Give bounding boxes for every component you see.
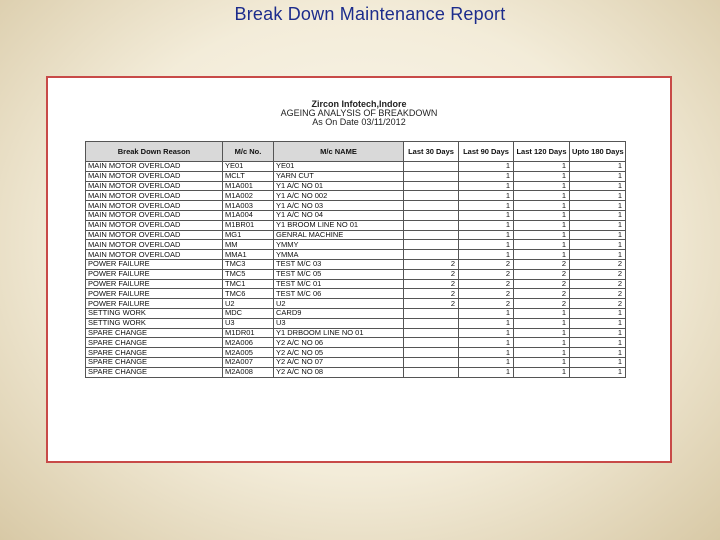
table-cell: 1 [570,201,626,211]
table-cell: 1 [459,357,514,367]
table-cell: 2 [514,289,570,299]
table-cell: 1 [570,181,626,191]
table-cell: 1 [570,240,626,250]
table-cell: 1 [570,220,626,230]
table-cell: M1BR01 [223,220,274,230]
table-cell [404,308,459,318]
table-cell: 2 [514,259,570,269]
table-cell: 2 [570,269,626,279]
table-cell: 1 [570,210,626,220]
table-cell: 1 [570,250,626,260]
table-cell: 2 [404,279,459,289]
table-cell: MMA1 [223,250,274,260]
table-cell: MAIN MOTOR OVERLOAD [86,191,223,201]
table-cell: POWER FAILURE [86,259,223,269]
table-cell: 1 [570,367,626,377]
table-cell: U2 [274,299,404,309]
table-cell: 1 [459,181,514,191]
table-row [86,210,626,220]
table-cell: SPARE CHANGE [86,338,223,348]
table-row [86,299,626,309]
table-cell: M1A002 [223,191,274,201]
table-cell: 1 [459,308,514,318]
table-cell: 1 [514,191,570,201]
table-cell: 1 [570,308,626,318]
company-name: Zircon Infotech,Indore [311,99,407,109]
table-cell: 1 [459,210,514,220]
table-cell: 1 [459,240,514,250]
table-cell [404,181,459,191]
table-cell [404,357,459,367]
table-cell [404,348,459,358]
table-cell: 1 [570,162,626,172]
table-cell: Y2 A/C NO 07 [274,357,404,367]
table-cell: 1 [459,250,514,260]
table-cell: 2 [570,259,626,269]
table-cell [404,201,459,211]
table-cell: Y2 A/C NO 06 [274,338,404,348]
column-header: Last 120 Days [514,142,570,162]
table-cell: 1 [570,328,626,338]
table-cell: M2A008 [223,367,274,377]
report-header [48,100,670,127]
table-cell: 1 [514,230,570,240]
table-cell: TMC1 [223,279,274,289]
table-row [86,269,626,279]
table-row [86,279,626,289]
table-cell: 2 [459,289,514,299]
table-cell: 2 [459,269,514,279]
table-row [86,220,626,230]
table-cell: MAIN MOTOR OVERLOAD [86,181,223,191]
table-cell: 1 [459,201,514,211]
table-cell: 2 [570,279,626,289]
table-cell: YMMA [274,250,404,260]
table-cell: YMMY [274,240,404,250]
table-row [86,318,626,328]
table-cell: 1 [514,181,570,191]
table-cell: POWER FAILURE [86,269,223,279]
table-cell: CARD9 [274,308,404,318]
table-cell [404,230,459,240]
table-row [86,348,626,358]
table-row [86,250,626,260]
table-row [86,357,626,367]
table-cell: SETTING WORK [86,308,223,318]
table-row [86,201,626,211]
table-cell: MAIN MOTOR OVERLOAD [86,210,223,220]
table-cell: 2 [514,269,570,279]
table-cell: 1 [459,162,514,172]
table-cell: 1 [514,240,570,250]
table-cell: 1 [570,348,626,358]
table-cell: 1 [570,318,626,328]
table-row [86,181,626,191]
table-cell: 2 [404,289,459,299]
table-cell: U3 [274,318,404,328]
table-cell: 1 [514,338,570,348]
table-header-row [86,142,626,162]
table-cell: 1 [514,328,570,338]
table-row [86,289,626,299]
table-cell: 1 [514,171,570,181]
table-cell: MAIN MOTOR OVERLOAD [86,250,223,260]
table-cell: GENRAL MACHINE [274,230,404,240]
table-cell: SPARE CHANGE [86,328,223,338]
table-cell: Y1 DRBOOM LINE NO 01 [274,328,404,338]
table-cell: MAIN MOTOR OVERLOAD [86,220,223,230]
table-cell: MAIN MOTOR OVERLOAD [86,240,223,250]
table-cell [404,328,459,338]
table-row [86,230,626,240]
table-cell: M1A004 [223,210,274,220]
table-cell: 1 [570,191,626,201]
table-cell: 2 [404,259,459,269]
table-cell: 2 [459,299,514,309]
table-cell: 2 [459,279,514,289]
table-cell [404,191,459,201]
table-row [86,367,626,377]
table-cell: 1 [459,318,514,328]
table-cell [404,162,459,172]
table-cell: MG1 [223,230,274,240]
table-cell: POWER FAILURE [86,299,223,309]
table-cell: 1 [459,171,514,181]
table-cell: YE01 [274,162,404,172]
table-cell: 1 [514,210,570,220]
table-row [86,338,626,348]
table-cell [404,250,459,260]
table-cell: 1 [514,357,570,367]
table-cell: 1 [570,338,626,348]
table-cell: Y1 A/C NO 002 [274,191,404,201]
table-cell: 1 [514,201,570,211]
table-row [86,328,626,338]
table-cell: Y1 A/C NO 04 [274,210,404,220]
table-cell: 1 [514,308,570,318]
column-header: Upto 180 Days [570,142,626,162]
table-cell: 2 [570,299,626,309]
table-cell: TEST M/C 01 [274,279,404,289]
table-cell: 1 [514,367,570,377]
table-cell: U3 [223,318,274,328]
table-cell: 1 [459,367,514,377]
table-cell: M1A003 [223,201,274,211]
table-cell: U2 [223,299,274,309]
table-cell: 1 [459,348,514,358]
table-cell: TEST M/C 03 [274,259,404,269]
table-cell [404,318,459,328]
table-cell [404,171,459,181]
table-cell [404,220,459,230]
table-cell: 2 [570,289,626,299]
table-cell: TMC3 [223,259,274,269]
table-row [86,240,626,250]
table-cell: 1 [459,230,514,240]
table-cell: 2 [514,299,570,309]
table-cell: Y2 A/C NO 05 [274,348,404,358]
table-cell: Y1 A/C NO 03 [274,201,404,211]
table-cell: SPARE CHANGE [86,367,223,377]
table-row [86,162,626,172]
table-cell [404,338,459,348]
table-cell: YARN CUT [274,171,404,181]
table-cell: 1 [459,220,514,230]
table-cell [404,210,459,220]
table-cell: MM [223,240,274,250]
table-cell: M2A005 [223,348,274,358]
table-cell [404,240,459,250]
table-cell: 1 [570,171,626,181]
table-cell: Y1 BROOM LINE NO 01 [274,220,404,230]
table-cell: M1DR01 [223,328,274,338]
table-row [86,191,626,201]
table-cell [404,367,459,377]
table-row [86,308,626,318]
table-cell: 1 [570,230,626,240]
table-cell: 1 [514,318,570,328]
table-cell: 1 [514,220,570,230]
table-cell: SPARE CHANGE [86,357,223,367]
table-cell: 1 [514,162,570,172]
table-cell: 2 [404,299,459,309]
table-cell: POWER FAILURE [86,289,223,299]
report-frame [46,76,672,463]
table-row [86,259,626,269]
column-header: M/c No. [223,142,274,162]
table-cell: MDC [223,308,274,318]
table-cell: 1 [570,357,626,367]
column-header: Break Down Reason [86,142,223,162]
report-subtitle: AGEING ANALYSIS OF BREAKDOWN [280,108,438,118]
table-cell: 2 [514,279,570,289]
column-header: Last 30 Days [404,142,459,162]
table-cell: MAIN MOTOR OVERLOAD [86,171,223,181]
table-cell: MAIN MOTOR OVERLOAD [86,162,223,172]
breakdown-table [85,141,626,378]
table-cell: TMC5 [223,269,274,279]
table-cell: TEST M/C 06 [274,289,404,299]
table-cell: 1 [514,250,570,260]
column-header: M/c NAME [274,142,404,162]
table-cell: MAIN MOTOR OVERLOAD [86,201,223,211]
table-cell: MAIN MOTOR OVERLOAD [86,230,223,240]
column-header: Last 90 Days [459,142,514,162]
table-cell: M1A001 [223,181,274,191]
table-cell: 1 [459,328,514,338]
slide-title: Break Down Maintenance Report [234,4,506,24]
table-cell: M2A007 [223,357,274,367]
table-cell: 1 [459,191,514,201]
table-cell: 2 [459,259,514,269]
report-date: As On Date 03/11/2012 [312,117,406,127]
table-cell: TEST M/C 05 [274,269,404,279]
table-cell: 1 [514,348,570,358]
table-cell: 1 [459,338,514,348]
table-cell: YE01 [223,162,274,172]
table-cell: SPARE CHANGE [86,348,223,358]
table-cell: TMC6 [223,289,274,299]
table-cell: Y2 A/C NO 08 [274,367,404,377]
table-cell: MCLT [223,171,274,181]
table-cell: M2A006 [223,338,274,348]
table-cell: 2 [404,269,459,279]
table-cell: Y1 A/C NO 01 [274,181,404,191]
table-cell: SETTING WORK [86,318,223,328]
table-row [86,171,626,181]
table-cell: POWER FAILURE [86,279,223,289]
